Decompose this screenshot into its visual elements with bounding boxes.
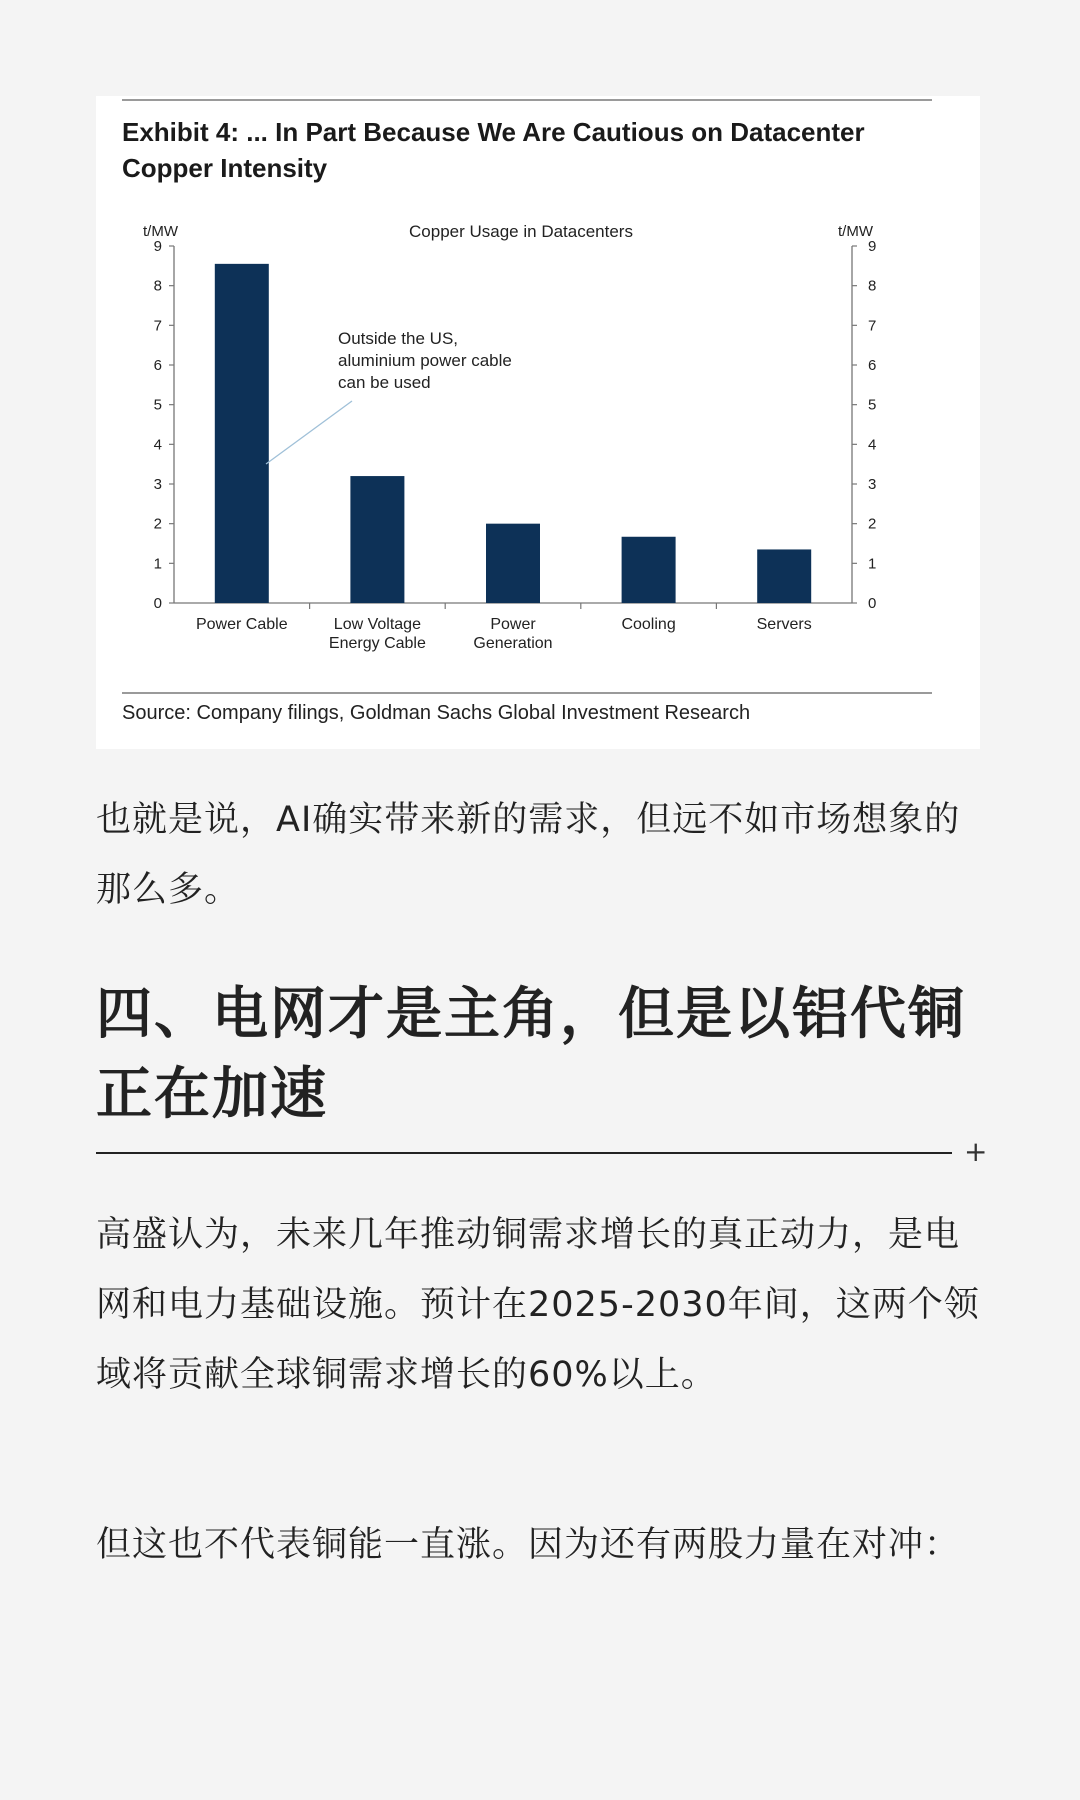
annotation-leader-line [266, 401, 352, 464]
copper-usage-chart [96, 96, 980, 696]
chart-title: Copper Usage in Datacenters [409, 222, 633, 241]
annotation-text: Outside the US, [338, 329, 459, 348]
y-tick-label-right: 9 [868, 238, 877, 255]
y-axis-unit-right: t/MW [838, 223, 873, 240]
y-tick-label-right: 0 [868, 595, 877, 612]
y-tick-label-left: 3 [153, 476, 162, 493]
y-tick-label-left: 4 [153, 436, 162, 454]
y-tick-label-right: 4 [868, 436, 877, 454]
x-tick-label: Servers [756, 616, 812, 633]
y-tick-label-right: 6 [868, 357, 877, 374]
y-tick-label-left: 2 [153, 515, 162, 533]
annotation-text: aluminium power cable [338, 351, 512, 370]
x-tick-label: Power Cable [195, 616, 288, 633]
bar [215, 264, 269, 603]
exhibit-title: Exhibit 4: ... In Part Because We Are Cautious on Datacenter Copper Intensity [122, 117, 865, 183]
y-tick-label-left: 1 [153, 555, 162, 573]
x-tick-label: Energy Cable [328, 635, 426, 652]
x-tick-label: Low Voltage [333, 616, 421, 633]
exhibit-bottom-rule [122, 692, 932, 694]
y-tick-label-right: 1 [868, 555, 877, 573]
bar [350, 476, 404, 603]
paragraph-3: 但这也不代表铜能一直涨。因为还有两股力量在对冲： [96, 1525, 961, 1565]
paragraph-2: 高盛认为，未来几年推动铜需求增长的真正动力，是电网和电力基础设施。预计在2025-2030年间，这两个领域将贡献全球铜需求增长的60%以上。 [96, 1215, 980, 1395]
x-tick-label: Power [490, 616, 536, 633]
section-heading: 四、电网才是主角，但是以铝代铜正在加速 [96, 982, 966, 1127]
y-tick-label-right: 7 [868, 317, 877, 335]
bar [622, 537, 676, 603]
y-tick-label-left: 6 [153, 357, 162, 374]
y-tick-label-right: 2 [868, 515, 877, 533]
bar [486, 524, 540, 603]
y-tick-label-left: 8 [153, 277, 162, 295]
y-tick-label-left: 9 [153, 238, 162, 255]
exhibit-source: Source: Company filings, Goldman Sachs Global Investment Research [122, 702, 751, 724]
bar [757, 549, 811, 603]
annotation-text: can be used [338, 373, 431, 392]
x-tick-label: Generation [473, 635, 553, 652]
plus-icon: + [964, 1135, 988, 1168]
paragraph-1: 也就是说，AI确实带来新的需求，但远不如市场想象的那么多。 [96, 800, 961, 910]
y-tick-label-right: 5 [868, 396, 877, 414]
y-tick-label-right: 3 [868, 476, 877, 493]
exhibit-image [96, 96, 980, 749]
y-tick-label-left: 0 [153, 595, 162, 612]
y-axis-unit-left: t/MW [143, 223, 178, 240]
x-tick-label: Cooling [621, 616, 676, 633]
heading-divider [96, 1152, 952, 1154]
y-tick-label-right: 8 [868, 277, 877, 295]
y-tick-label-left: 5 [153, 396, 162, 414]
y-tick-label-left: 7 [153, 317, 162, 335]
